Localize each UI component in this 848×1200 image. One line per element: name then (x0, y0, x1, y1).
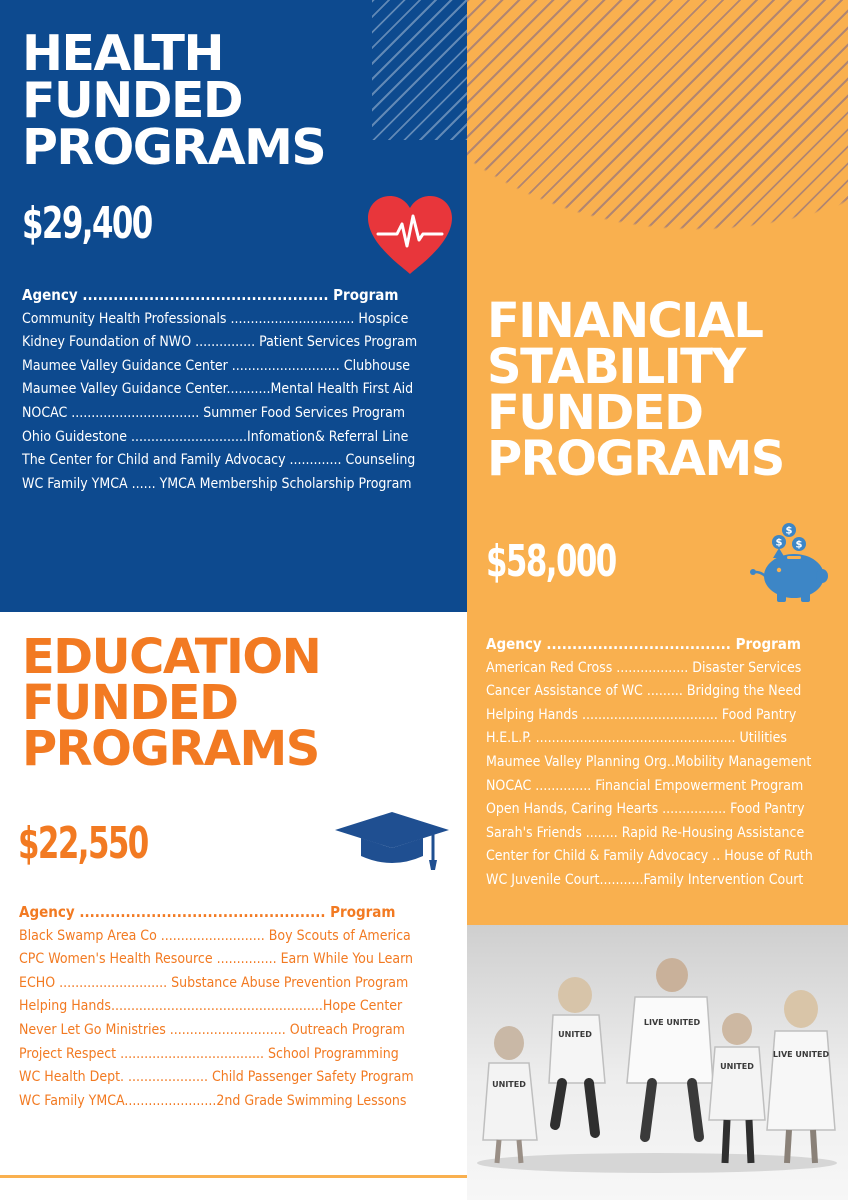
svg-text:$: $ (795, 539, 803, 551)
education-title (22, 629, 321, 778)
list-item: Community Health Professionals ............................... Hospice (22, 310, 409, 327)
piggy-bank-icon (749, 520, 831, 602)
list-header: Agency .................................... Program (486, 635, 801, 653)
list-item: Black Swamp Area Co .......................... Boy Scouts of America (19, 927, 411, 944)
education-program-list (19, 901, 449, 1113)
health-panel (0, 0, 467, 612)
list-item: Center for Child & Family Advocacy .. House of Ruth (486, 848, 813, 865)
financial-title-line-2: STABILITY (487, 339, 745, 396)
list-item: Helping Hands.....................................................Hope Center (19, 998, 403, 1015)
child-figure (627, 958, 713, 1137)
health-title-line-2: FUNDED (22, 72, 243, 130)
shirt-text: UNITED (720, 1062, 754, 1071)
education-title-line-3: PROGRAMS (22, 721, 319, 778)
shirt-text: LIVE UNITED (772, 1050, 830, 1059)
financial-amount: $58,000 (486, 536, 616, 587)
list-item: Kidney Foundation of NWO ............... Patient Services Program (22, 334, 418, 351)
health-title-line-3: PROGRAMS (22, 119, 326, 177)
health-program-list (22, 284, 452, 496)
list-item: Never Let Go Ministries ............................. Outreach Program (19, 1021, 405, 1038)
decorative-stripes (467, 0, 848, 230)
list-item: Project Respect .................................... School Programming (19, 1045, 399, 1062)
education-panel (0, 612, 467, 1200)
child-figure (709, 1013, 765, 1163)
child-figure (767, 990, 835, 1163)
list-item: WC Family YMCA.......................2nd Grade Swimming Lessons (19, 1092, 407, 1109)
list-item: NOCAC ................................ Summer Food Services Program (22, 404, 406, 421)
list-item: Maumee Valley Planning Org..Mobility Management (486, 753, 812, 770)
list-item: Ohio Guidestone .............................Infomation& Referral Line (22, 428, 409, 445)
financial-title (487, 293, 784, 488)
education-amount: $22,550 (18, 818, 148, 869)
children-photo (467, 925, 848, 1200)
education-title-line-2: FUNDED (22, 675, 238, 732)
list-item: American Red Cross .................. Disaster Services (486, 659, 802, 676)
svg-text:$: $ (775, 537, 783, 549)
shirt-text: UNITED (492, 1080, 526, 1089)
child-figure (549, 977, 605, 1133)
list-item: WC Juvenile Court...........Family Intervention Court (486, 871, 804, 888)
list-item: Sarah's Friends ........ Rapid Re-Housing Assistance (486, 824, 805, 841)
financial-title-line-3: FUNDED (487, 385, 703, 442)
list-item: H.E.L.P. .................................................. Utilities (486, 730, 787, 747)
health-title-line-1: HEALTH (22, 25, 223, 82)
list-item: WC Health Dept. .................... Child Passenger Safety Program (19, 1069, 414, 1086)
list-header: Agency ................................................ Program (19, 903, 396, 921)
list-item: Maumee Valley Guidance Center ........................... Clubhouse (22, 357, 411, 374)
list-item: Helping Hands .................................. Food Pantry (486, 706, 797, 723)
child-figure (483, 1026, 537, 1163)
list-item: CPC Women's Health Resource ............... Earn While You Learn (19, 951, 414, 968)
decorative-stripes (372, 0, 467, 140)
shirt-text: LIVE UNITED (643, 1018, 701, 1027)
list-item: NOCAC .............. Financial Empowerment Program (486, 777, 804, 794)
financial-title-line-4: PROGRAMS (487, 431, 784, 488)
list-item: WC Family YMCA ...... YMCA Membership Scholarship Program (22, 475, 412, 492)
health-amount: $29,400 (22, 198, 152, 249)
svg-text:$: $ (785, 525, 793, 537)
financial-title-line-1: FINANCIAL (487, 293, 763, 349)
education-title-line-1: EDUCATION (22, 629, 321, 685)
financial-panel (467, 0, 848, 925)
bottom-divider (0, 1175, 467, 1178)
list-item: ECHO ........................... Substance Abuse Prevention Program (19, 974, 409, 991)
financial-program-list (486, 633, 838, 893)
graduation-cap-icon (333, 810, 451, 872)
list-item: The Center for Child and Family Advocacy ............. Counseling (22, 452, 416, 469)
health-title (22, 25, 326, 177)
heart-icon (364, 194, 456, 276)
list-item: Cancer Assistance of WC ......... Bridging the Need (486, 683, 802, 700)
list-item: Open Hands, Caring Hearts ................ Food Pantry (486, 801, 805, 818)
children-jumping-illustration (467, 925, 848, 1200)
list-header: Agency ................................................ Program (22, 286, 399, 304)
list-item: Maumee Valley Guidance Center...........Mental Health First Aid (22, 381, 414, 398)
shirt-text: UNITED (558, 1030, 592, 1039)
